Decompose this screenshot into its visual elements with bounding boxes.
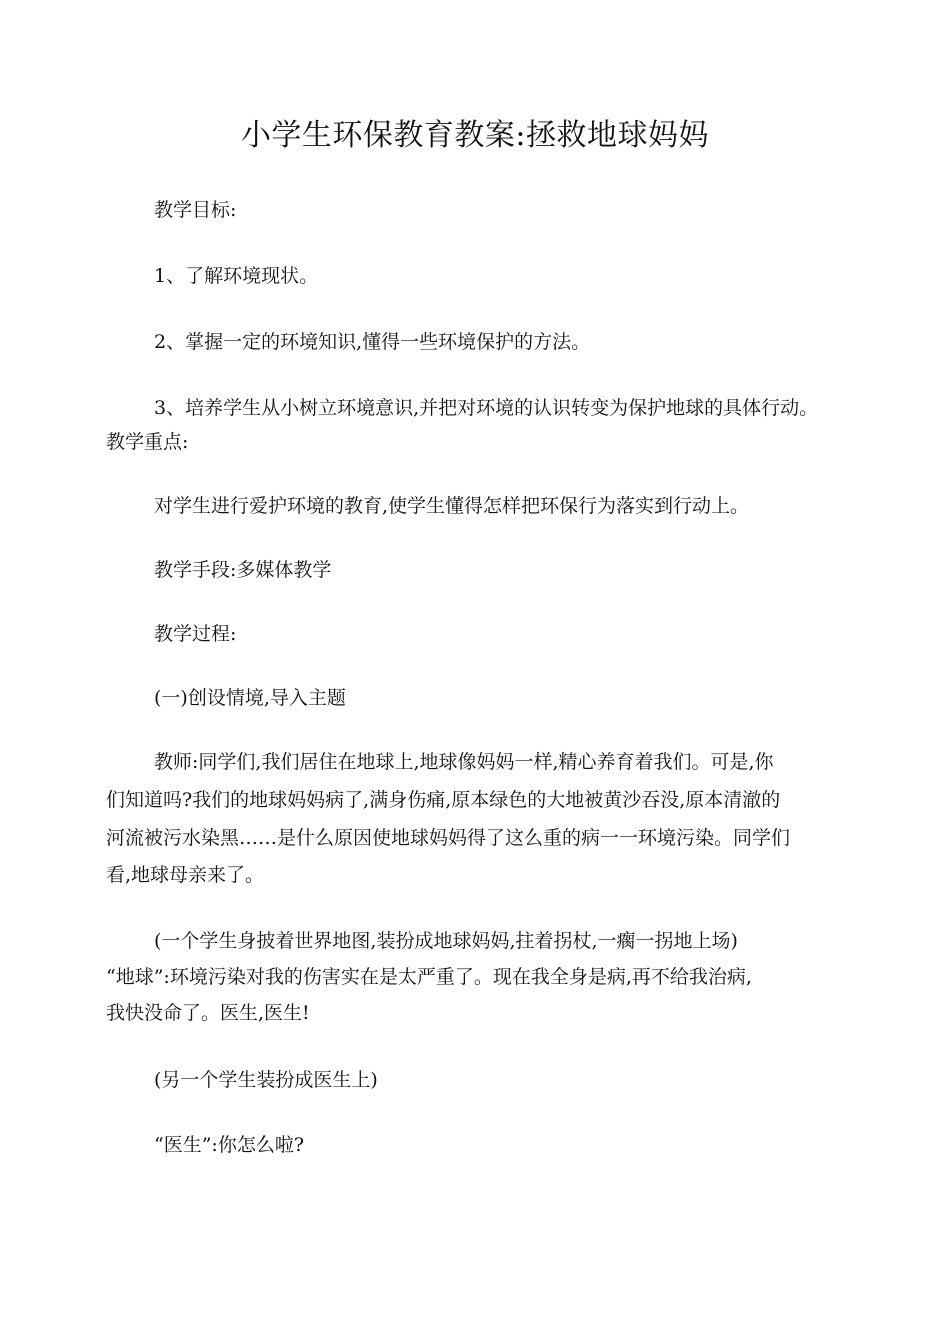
teacher-speech-line-2: 们知道吗?我们的地球妈妈病了,满身伤痛,原本绿色的大地被黄沙吞没,原本清澈的 bbox=[106, 789, 781, 811]
section-1-heading: (一)创设情境,导入主题 bbox=[154, 687, 346, 709]
earth-speech-line-1: “地球”:环境污染对我的伤害实在是太严重了。现在我全身是病,再不给我治病, bbox=[106, 966, 752, 988]
objective-item-2: 2、掌握一定的环境知识,懂得一些环境保护的方法。 bbox=[154, 331, 591, 353]
doctor-speech: “医生”:你怎么啦? bbox=[154, 1134, 305, 1156]
stage-direction-earth: (一个学生身披着世界地图,装扮成地球妈妈,拄着拐杖,一瘸一拐地上场) bbox=[154, 930, 738, 952]
objectives-heading: 教学目标: bbox=[154, 199, 237, 221]
teacher-speech-line-1: 教师:同学们,我们居住在地球上,地球像妈妈一样,精心养育着我们。可是,你 bbox=[154, 751, 774, 773]
objective-item-3: 3、培养学生从小树立环境意识,并把对环境的认识转变为保护地球的具体行动。 bbox=[154, 397, 819, 419]
document-title: 小学生环保教育教案:拯救地球妈妈 bbox=[240, 118, 710, 153]
earth-speech-line-2: 我快没命了。医生,医生! bbox=[106, 1002, 310, 1024]
stage-direction-doctor: (另一个学生装扮成医生上) bbox=[154, 1069, 378, 1091]
objective-item-1: 1、了解环境现状。 bbox=[154, 265, 319, 287]
key-points-heading: 教学重点: bbox=[106, 431, 189, 453]
teacher-speech-line-4: 看,地球母亲来了。 bbox=[106, 864, 265, 886]
teacher-speech-line-3: 河流被污水染黑……是什么原因使地球妈妈得了这么重的病一一环境污染。同学们 bbox=[106, 827, 791, 849]
process-heading: 教学过程: bbox=[154, 623, 237, 645]
key-points-text: 对学生进行爱护环境的教育,使学生懂得怎样把环保行为落实到行动上。 bbox=[154, 495, 750, 517]
teaching-means: 教学手段:多媒体教学 bbox=[154, 559, 332, 581]
